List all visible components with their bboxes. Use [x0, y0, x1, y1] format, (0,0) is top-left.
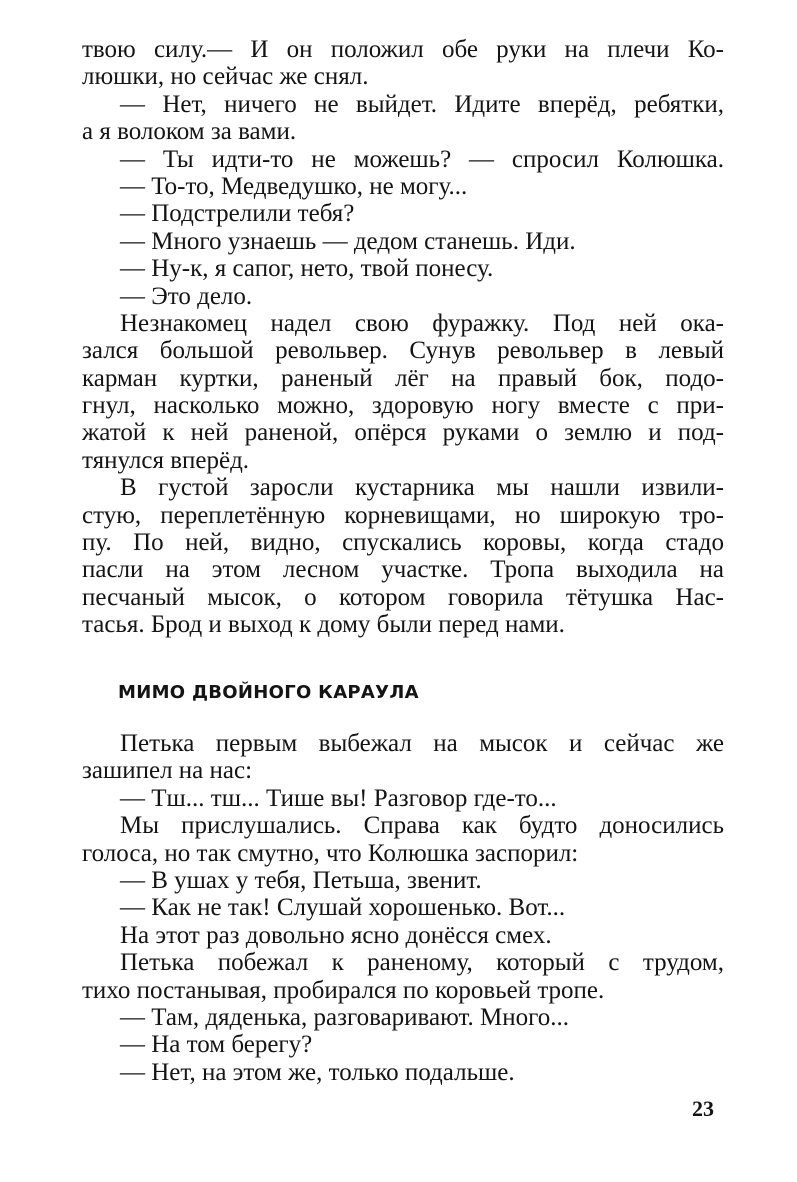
text-line: Петька первым выбежал на мысок и сейчас же — [120, 730, 724, 757]
text-line: — Ты идти-то не можешь? — спросил Колюшка. — [120, 145, 724, 173]
text-line: — Как не так! Слушай хорошенько. Вот... — [120, 894, 566, 922]
text-line: тянулся вперёд. — [82, 446, 250, 474]
text-line: Мы прислушались. Справа как будто доносились — [120, 812, 724, 840]
text-line: — Нет, на этом же, только подальше. — [120, 1058, 515, 1086]
text-line: — Там, дяденька, разговаривают. Много... — [120, 1003, 569, 1031]
text-line: тихо постанывая, пробирался по коровьей тропе. — [82, 976, 605, 1004]
text-line: — В ушах у тебя, Петьша, звенит. — [120, 866, 482, 894]
text-line: — Нет, ничего не выйдет. Идите вперёд, ребятки, — [120, 90, 724, 118]
text-line: карман куртки, раненый лёг на правый бок, подо- — [82, 364, 724, 392]
text-line: — Тш... тш... Тише вы! Разговор где-то... — [120, 784, 557, 812]
text-line: зашипел на нас: — [82, 757, 253, 785]
text-line: пу. По ней, видно, спускались коровы, когда стадо — [82, 529, 724, 557]
page-number: 23 — [692, 1096, 714, 1121]
chapter-heading: МИМО ДВОЙНОГО КАРАУЛА — [118, 682, 419, 703]
text-line: — Много узнаешь — дедом станешь. Иди. — [120, 227, 576, 255]
text-line: голоса, но так смутно, что Колюшка заспорил: — [82, 839, 579, 867]
text-line: — На том берегу? — [120, 1031, 313, 1059]
text-line: гнул, насколько можно, здоровую ногу вместе с при- — [82, 392, 724, 420]
text-line: стую, переплетённую корневищами, но широкую тро- — [82, 501, 724, 529]
text-line: а я волоком за вами. — [82, 118, 297, 146]
text-block-bottom — [82, 730, 724, 1086]
text-block-top — [82, 36, 724, 639]
text-line: люшки, но сейчас же снял. — [82, 63, 369, 91]
text-line: Петька побежал к раненому, который с трудом, — [120, 949, 724, 977]
text-line: жатой к ней раненой, опёрся руками о землю и под- — [82, 419, 724, 447]
text-line: — Подстрелили тебя? — [120, 200, 355, 228]
text-line: зался большой револьвер. Сунув револьвер в левый — [82, 337, 724, 365]
text-line: песчаный мысок, о котором говорила тётушка Нас- — [82, 583, 724, 611]
text-line: В густой заросли кустарника мы нашли извили- — [120, 474, 724, 502]
text-line: тасья. Брод и выход к дому были перед нами. — [82, 611, 565, 639]
text-line: — То-то, Медведушко, не могу... — [120, 172, 468, 200]
text-line: На этот раз довольно ясно донёсся смех. — [120, 921, 552, 949]
text-line: Незнакомец надел свою фуражку. Под ней ока- — [120, 309, 724, 337]
text-line: твою силу.— И он положил обе руки на плечи Ко- — [82, 36, 724, 63]
text-line: пасли на этом лесном участке. Тропа выходила на — [82, 556, 724, 584]
text-line: — Это дело. — [120, 282, 253, 310]
text-line: — Ну-к, я сапог, нето, твой понесу. — [120, 255, 494, 283]
